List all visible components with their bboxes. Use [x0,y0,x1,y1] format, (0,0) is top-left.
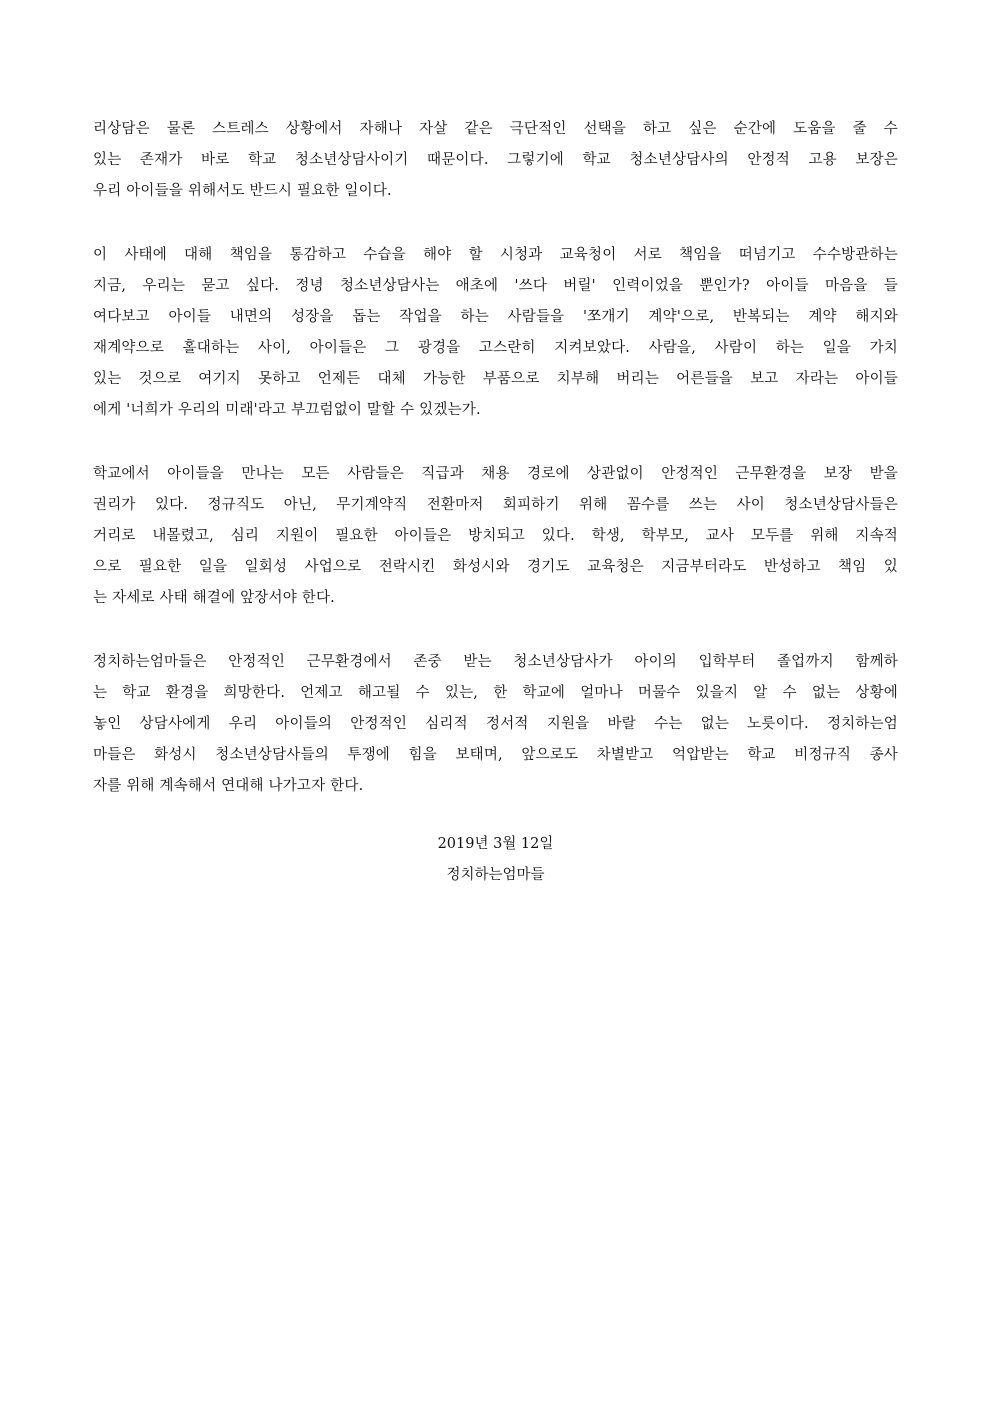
paragraph [93,647,898,802]
paragraph [93,459,898,614]
text-line: 자를 위해 계속해서 연대해 나가고자 한다. [93,778,364,794]
signature-block [93,829,898,891]
text-line: 여다보고 아이들 내면의 성장을 돕는 작업을 하는 사람들을 '쪼개기 계약'으로, 반복되는 계약 해지와 [93,309,898,325]
signature-organization: 정치하는엄마들 [446,867,545,883]
text-line: 지금, 우리는 묻고 싶다. 정녕 청소년상담사는 애초에 '쓰다 버릴' 인력이었을 뿐인가? 아이들 마음을 들 [93,278,898,294]
text-line: 재계약으로 홀대하는 사이, 아이들은 그 광경을 고스란히 지켜보았다. 사람을, 사람이 하는 일을 가치 [93,340,898,356]
text-line: 이 사태에 대해 책임을 통감하고 수습을 해야 할 시청과 교육청이 서로 책임을 떠넘기고 수수방관하는 [93,247,898,263]
paragraph [93,240,898,426]
text-line: 리상담은 물론 스트레스 상황에서 자해나 자살 같은 극단적인 선택을 하고 싶은 순간에 도움을 줄 수 [93,121,898,137]
text-line: 는 학교 환경을 희망한다. 언제고 해고될 수 있는, 한 학교에 얼마나 머물수 있을지 알 수 없는 상황에 [93,685,898,701]
text-line: 에게 '너희가 우리의 미래'라고 부끄럼없이 말할 수 있겠는가. [93,402,481,418]
text-line: 거리로 내몰렸고, 심리 지원이 필요한 아이들은 방치되고 있다. 학생, 학부모, 교사 모두를 위해 지속적 [93,528,898,544]
text-line: 놓인 상담사에게 우리 아이들의 안정적인 심리적 정서적 지원을 바랄 수는 없는 노릇이다. 정치하는엄 [93,716,898,732]
text-line: 우리 아이들을 위해서도 반드시 필요한 일이다. [93,183,392,199]
document-body [93,114,898,835]
text-line: 있는 존재가 바로 학교 청소년상담사이기 때문이다. 그렇기에 학교 청소년상담사의 안정적 고용 보장은 [93,152,898,168]
paragraph [93,114,898,207]
text-line: 학교에서 아이들을 만나는 모든 사람들은 직급과 채용 경로에 상관없이 안정적인 근무환경을 보장 받을 [93,466,898,482]
text-line: 마들은 화성시 청소년상담사들의 투쟁에 힘을 보태며, 앞으로도 차별받고 억압받는 학교 비정규직 종사 [93,747,898,763]
signature-date: 2019년 3월 12일 [437,836,554,852]
text-line: 권리가 있다. 정규직도 아닌, 무기계약직 전환마저 회피하기 위해 꼼수를 쓰는 사이 청소년상담사들은 [93,497,898,513]
text-line: 는 자세로 사태 해결에 앞장서야 한다. [93,590,335,606]
text-line: 으로 필요한 일을 일회성 사업으로 전락시킨 화성시와 경기도 교육청은 지금부터라도 반성하고 책임 있 [93,559,898,575]
text-line: 있는 것으로 여기지 못하고 언제든 대체 가능한 부품으로 치부해 버리는 어른들을 보고 자라는 아이들 [93,371,898,387]
text-line: 정치하는엄마들은 안정적인 근무환경에서 존중 받는 청소년상담사가 아이의 입학부터 졸업까지 함께하 [93,654,898,670]
